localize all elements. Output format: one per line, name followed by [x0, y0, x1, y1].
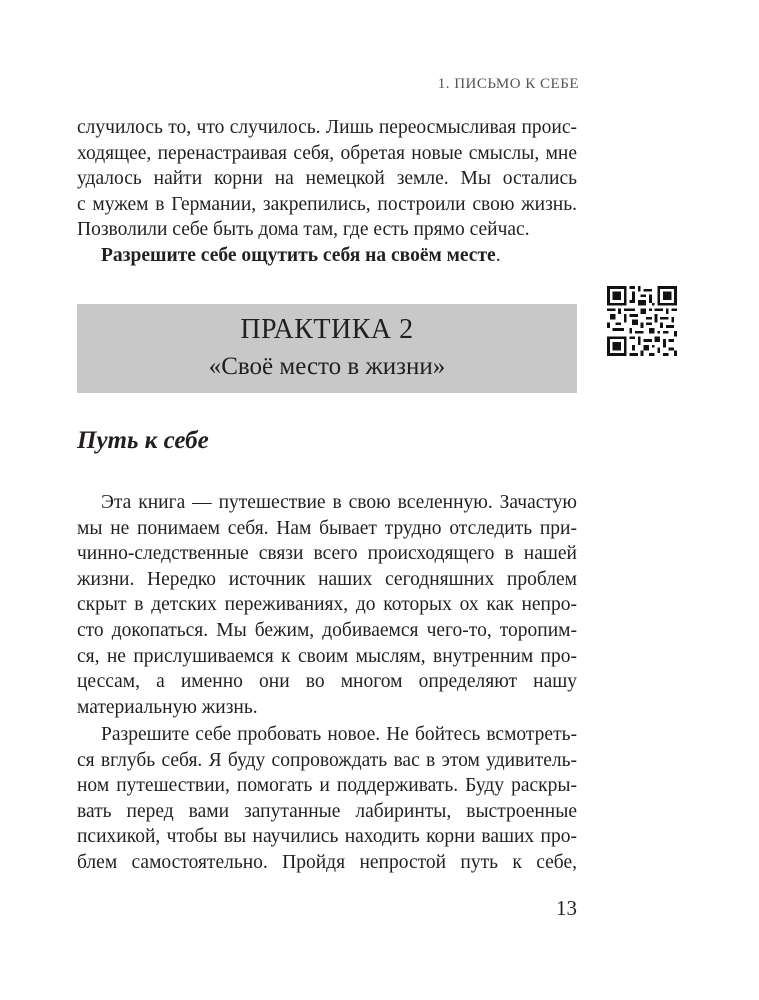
paragraph-line: вать перед вами запутанные лабиринты, выстроенные — [77, 800, 577, 822]
bold-sentence-line — [77, 243, 577, 269]
paragraph-line: чинно-следственные связи всего происходящего в нашей — [77, 543, 577, 565]
paragraph-line: сто докопаться. Мы бежим, добиваемся чего-то, торопим- — [77, 619, 577, 641]
paragraph-line: цессам, а именно они во многом определяют нашу — [77, 671, 577, 693]
bold-sentence: Разрешите себе ощутить себя на своём месте — [101, 244, 496, 266]
intro-line: с мужем в Германии, закрепились, построили свою жизнь. — [77, 193, 577, 215]
intro-line: случилось то, что случилось. Лишь переосмысливая проис- — [77, 117, 577, 138]
intro-line: Позволили себе быть дома там, где есть прямо сейчас. — [77, 219, 530, 241]
paragraph-line: ся вглубь себя. Я буду сопровождать вас в этом удивитель- — [77, 749, 577, 771]
practice-title: ПРАКТИКА 2 — [240, 314, 414, 345]
intro-line: ходящее, перенастраивая себя, обретая новые смыслы, мне — [77, 142, 577, 164]
bold-sentence-end: . — [495, 244, 501, 266]
paragraph-line: психикой, чтобы вы научились находить корни ваших про- — [77, 826, 577, 848]
paragraph-line: ся, не прислушиваемся к своим мыслям, внутренним про- — [77, 645, 577, 667]
running-head: 1. ПИСЬМО К СЕБЕ — [437, 76, 579, 92]
paragraph-line: жизни. Нередко источник наших сегодняшних проблем — [77, 568, 577, 590]
intro-paragraph — [77, 115, 577, 269]
section-paragraph-1 — [77, 490, 577, 720]
practice-box — [77, 304, 577, 393]
qr-code-icon[interactable] — [607, 286, 677, 356]
intro-line: удалось найти корни на немецкой земле. Мы остались — [77, 168, 577, 190]
paragraph-line: скрыт в детских переживаниях, до которых ох как непро- — [77, 594, 577, 616]
practice-subtitle: «Своё место в жизни» — [208, 353, 446, 380]
section-paragraph-2 — [77, 722, 577, 876]
paragraph-line: блем самостоятельно. Пройдя непростой путь к себе, — [77, 851, 577, 873]
page-number: 13 — [556, 896, 577, 920]
paragraph-line: мы не понимаем себя. Нам бывает трудно отследить при- — [77, 517, 577, 539]
paragraph-line: ном путешествии, помогать и поддерживать. Буду раскры- — [77, 775, 577, 797]
paragraph-line: материальную жизнь. — [77, 696, 258, 718]
paragraph-line: Разрешите себе пробовать новое. Не бойтесь всмотреть- — [101, 724, 577, 745]
paragraph-line: Эта книга — путешествие в свою вселенную. Зачастую — [101, 492, 577, 513]
section-heading: Путь к себе — [77, 427, 209, 454]
